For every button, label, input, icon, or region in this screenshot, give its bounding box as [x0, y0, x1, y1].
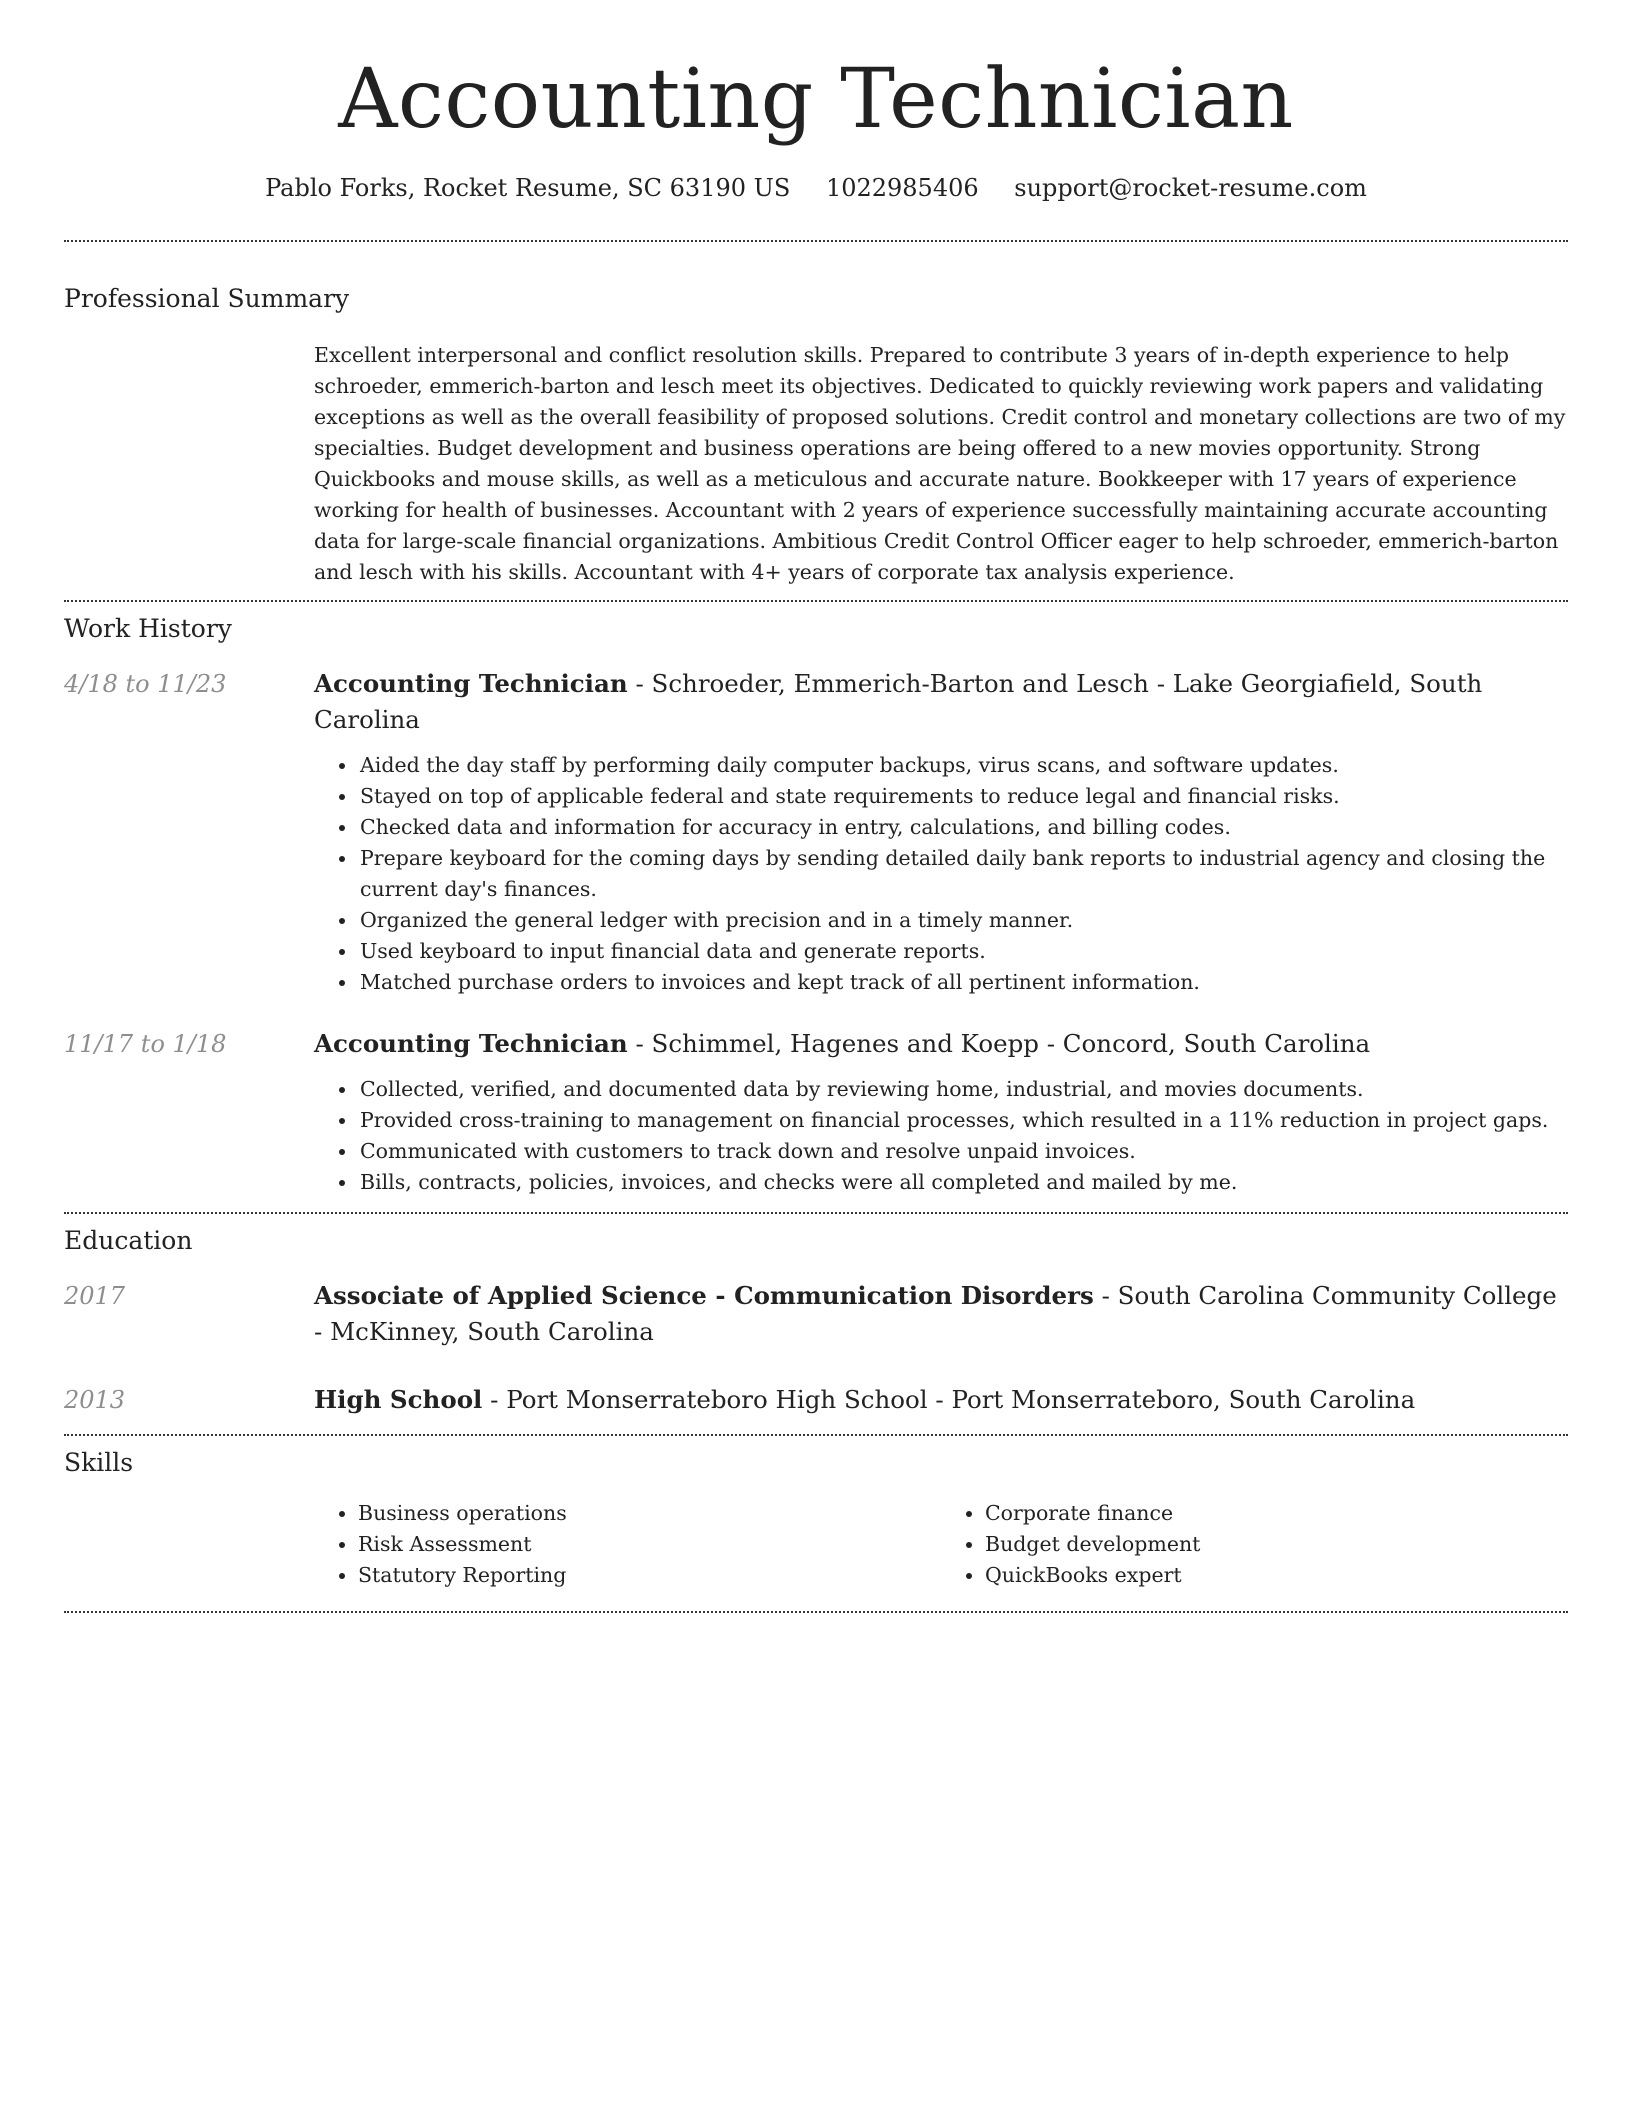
summary-heading: Professional Summary — [64, 284, 350, 313]
education-divider — [64, 1434, 1568, 1436]
contact-email: support@rocket-resume.com — [1014, 174, 1367, 202]
job-bullets — [314, 750, 1568, 998]
education-section — [64, 1224, 1568, 1418]
contact-address: Pablo Forks, Rocket Resume, SC 63190 US — [265, 174, 791, 202]
summary-divider — [64, 600, 1568, 602]
education-body — [314, 1278, 1568, 1350]
list-item: • Stayed on top of applicable federal and state requirements to reduce legal and financial risks. — [358, 781, 1568, 812]
job-title — [314, 1026, 1568, 1062]
education-entry — [64, 1382, 1568, 1418]
skills-grid — [314, 1498, 1568, 1591]
summary-text: Excellent interpersonal and conflict resolution skills. Prepared to contribute 3 years of in-depth experience to help schroeder, emmerich-barton and lesch meet its objectives. Dedicated to quickly reviewing work papers and validating exceptions as well as the overall feasibility of proposed solutions. Credit control and monetary collections are two of my specialties. Budget development and business operations are being offered to a new movies opportunity. Strong Quickbooks and mouse skills, as well as a meticulous and accurate nature. Bookkeeper with 17 years of experience working for health of businesses. Accountant with 2 years of experience successfully maintaining accurate accounting data for large-scale financial organizations. Ambitious Credit Control Officer eager to help schroeder, emmerich-barton and lesch with his skills. Accountant with 4+ years of corporate tax analysis experience. — [314, 343, 1566, 584]
education-year: 2013 — [64, 1386, 126, 1414]
job-entry — [64, 1026, 1568, 1198]
contact-phone: 1022985406 — [825, 174, 979, 202]
summary-section — [64, 282, 1568, 588]
job-role: Accounting Technician — [314, 669, 628, 698]
work-section — [64, 612, 1568, 1198]
education-heading: Education — [64, 1226, 193, 1255]
job-dates: 4/18 to 11/23 — [64, 670, 227, 698]
list-item: • QuickBooks expert — [985, 1560, 1568, 1591]
job-role: Accounting Technician — [314, 1029, 628, 1058]
list-item: • Collected, verified, and documented data by reviewing home, industrial, and movies documents. — [358, 1074, 1568, 1105]
skills-column-1 — [314, 1498, 941, 1591]
list-item: • Aided the day staff by performing daily computer backups, virus scans, and software updates. — [358, 750, 1568, 781]
header-divider — [64, 240, 1568, 242]
education-year: 2017 — [64, 1282, 126, 1310]
education-title — [314, 1278, 1568, 1350]
skills-heading: Skills — [64, 1448, 134, 1477]
education-degree: High School — [314, 1385, 483, 1414]
work-heading: Work History — [64, 614, 232, 643]
education-details: - Port Monserrateboro High School - Port Monserrateboro, South Carolina — [482, 1385, 1416, 1414]
list-item: • Prepare keyboard for the coming days by sending detailed daily bank reports to industrial agency and closing the current day's finances. — [358, 843, 1568, 905]
job-body — [314, 1026, 1568, 1198]
job-title — [314, 666, 1568, 738]
list-item: • Statutory Reporting — [358, 1560, 941, 1591]
job-entry — [64, 666, 1568, 998]
list-item: • Risk Assessment — [358, 1529, 941, 1560]
list-item: • Organized the general ledger with precision and in a timely manner. — [358, 905, 1568, 936]
list-item: • Provided cross-training to management on financial processes, which resulted in a 11% reduction in project gaps. — [358, 1105, 1568, 1136]
list-item: • Communicated with customers to track down and resolve unpaid invoices. — [358, 1136, 1568, 1167]
contact-line — [64, 170, 1568, 206]
list-item: • Bills, contracts, policies, invoices, and checks were all completed and mailed by me. — [358, 1167, 1568, 1198]
resume-page — [64, 0, 1568, 1613]
work-divider — [64, 1212, 1568, 1214]
education-entry — [64, 1278, 1568, 1350]
education-details: - South Carolina Community College - McKinney, South Carolina — [314, 1281, 1557, 1346]
resume-name: Accounting Technician — [338, 52, 1294, 147]
job-dates: 11/17 to 1/18 — [64, 1030, 227, 1058]
job-body — [314, 666, 1568, 998]
list-item: • Business operations — [358, 1498, 941, 1529]
skills-divider — [64, 1611, 1568, 1613]
list-item: • Matched purchase orders to invoices and kept track of all pertinent information. — [358, 967, 1568, 998]
list-item: • Budget development — [985, 1529, 1568, 1560]
education-degree: Associate of Applied Science - Communication Disorders — [314, 1281, 1094, 1310]
education-body — [314, 1382, 1568, 1418]
job-details: - Schroeder, Emmerich-Barton and Lesch - Lake Georgiafield, South Carolina — [314, 669, 1483, 734]
list-item: • Corporate finance — [985, 1498, 1568, 1529]
skills-column-2 — [941, 1498, 1568, 1591]
skills-section — [64, 1446, 1568, 1591]
education-title — [314, 1382, 1568, 1418]
list-item: • Used keyboard to input financial data and generate reports. — [358, 936, 1568, 967]
list-item: • Checked data and information for accuracy in entry, calculations, and billing codes. — [358, 812, 1568, 843]
job-details: - Schimmel, Hagenes and Koepp - Concord, South Carolina — [627, 1029, 1371, 1058]
job-bullets — [314, 1074, 1568, 1198]
